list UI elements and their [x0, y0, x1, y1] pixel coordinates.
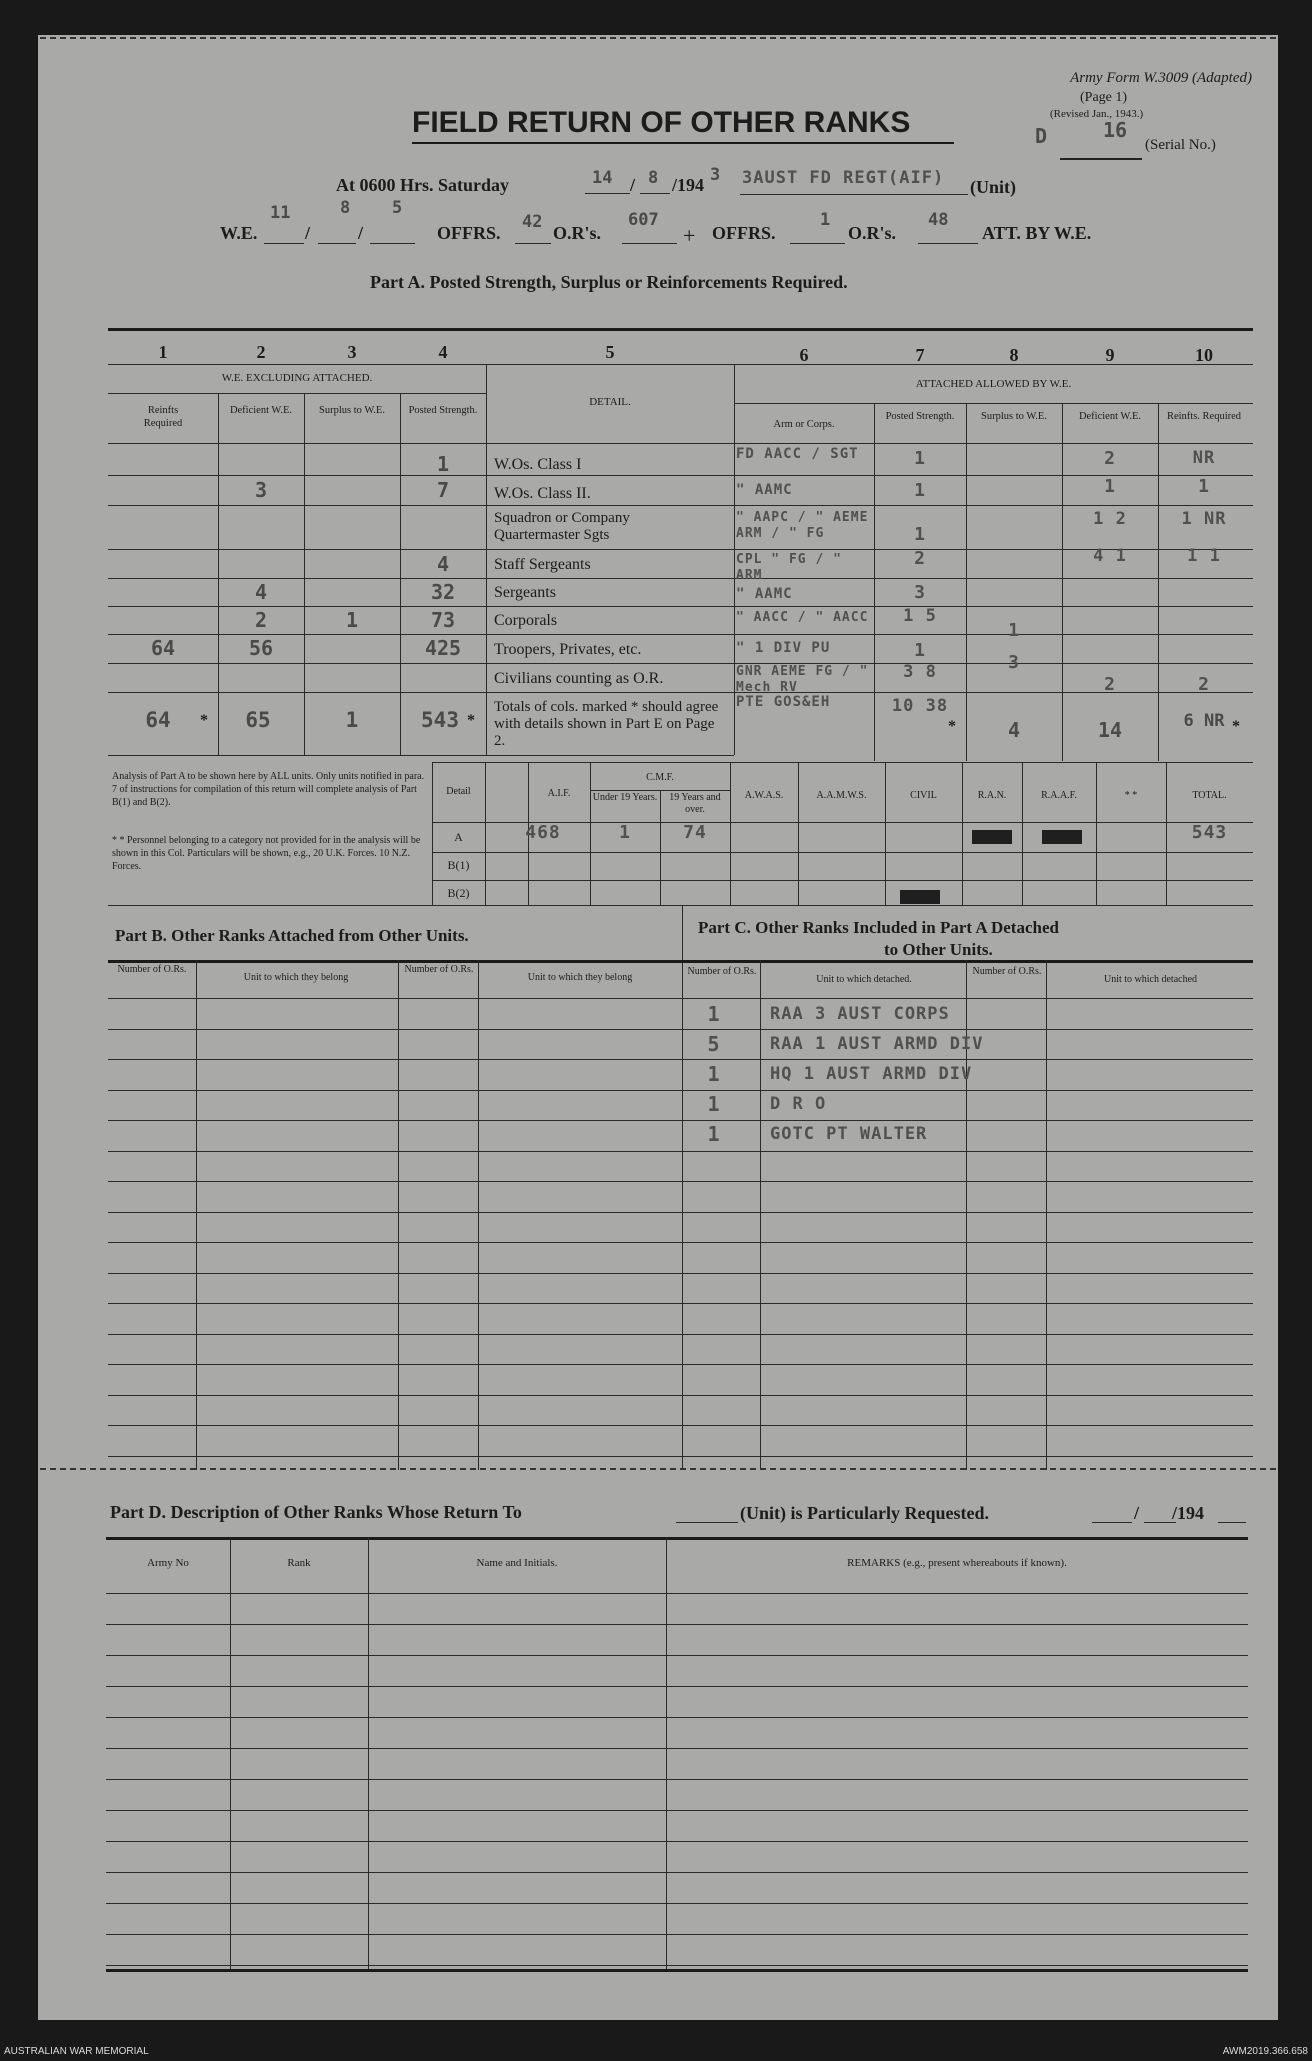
att-deficient-3: 1 2: [1093, 509, 1127, 529]
part-a-header-rule: [108, 443, 1253, 444]
plus-sign: +: [683, 223, 696, 248]
col-num-1: 1: [158, 342, 168, 362]
att-reinfts-8: 2: [1198, 674, 1210, 695]
att-reinfts-2: 1: [1198, 476, 1210, 497]
we-value-1: 11: [270, 203, 291, 223]
analysis-row-b1: B(1): [447, 858, 470, 872]
we-excluding-header: W.E. EXCLUDING ATTACHED.: [221, 372, 373, 384]
att-arm-2: " AAMC: [736, 482, 793, 498]
date-slash: /: [630, 175, 636, 195]
part-c-n-2: 5: [707, 1032, 721, 1056]
serial-number: 16: [1103, 118, 1128, 142]
ruled-line: [108, 1364, 1253, 1365]
hdr-reinfts-required: Reinfts Required: [143, 405, 183, 429]
vline: [486, 364, 487, 755]
part-c-hdr-number-2: Number of O.Rs.: [972, 966, 1042, 977]
ruled-line: [108, 1120, 1253, 1121]
vline: [660, 790, 661, 905]
att-posted-4: 2: [914, 548, 926, 569]
ssgt-posted: 4: [436, 552, 450, 576]
serial-line: [1060, 158, 1142, 160]
ruled-line: [106, 1934, 1248, 1935]
star-marker: *: [1232, 718, 1240, 735]
col-num-9: 9: [1105, 345, 1115, 365]
analysis-detail-hdr: Detail: [446, 786, 471, 797]
att-reinfts-1: NR: [1192, 448, 1216, 468]
we-value-2: 8: [340, 198, 351, 218]
pte-reinfts: 64: [150, 636, 176, 660]
redaction-mark: [900, 890, 940, 904]
vline: [218, 393, 219, 755]
row-rule: [108, 578, 1253, 579]
ors2-label: O.R's.: [848, 223, 897, 243]
row-rule: [108, 663, 1253, 664]
col-num-2: 2: [256, 342, 266, 362]
att-reinfts-4: 1 1: [1187, 546, 1221, 566]
vline: [1022, 762, 1023, 905]
analysis-row-rule: [432, 880, 1253, 881]
part-d-title: Part D. Description of Other Ranks Whose Return To: [110, 1502, 522, 1522]
we-excl-rule: [108, 393, 486, 394]
part-c-hdr-unit: Unit to which detached.: [816, 974, 912, 985]
analysis-under19-hdr: Under 19 Years.: [592, 792, 658, 803]
row-detail-wo1: W.Os. Class I: [494, 456, 582, 473]
part-a-title: Part A. Posted Strength, Surplus or Reinforcements Required.: [370, 272, 848, 292]
ruled-line: [108, 1242, 1253, 1243]
revised-label: (Revised Jan., 1943.): [1050, 108, 1144, 120]
hdr-posted-strength: Posted Strength.: [408, 405, 478, 416]
analysis-cmf-hdr: C.M.F.: [646, 772, 674, 783]
part-c-title-2: to Other Units.: [884, 940, 993, 959]
army-form-label: Army Form W.3009 (Adapted): [1070, 70, 1252, 86]
row-rule: [108, 634, 1253, 635]
date-year: /194: [672, 175, 705, 195]
att-arm-6: " AACC / " AACC: [736, 610, 869, 625]
date-month: 8: [648, 168, 659, 188]
hdr-surplus-we-att: Surplus to W.E.: [981, 411, 1047, 422]
ruled-line: [108, 1303, 1253, 1304]
analysis-row-a: A: [454, 830, 463, 844]
col-num-10: 10: [1195, 345, 1213, 365]
ruled-line: [106, 1748, 1248, 1749]
ruled-line: [108, 1425, 1253, 1426]
row-rule: [108, 755, 734, 756]
ruled-line: [106, 1717, 1248, 1718]
part-d-top-rule: [106, 1537, 1248, 1540]
att-surplus-6: 1: [1008, 620, 1020, 641]
vline: [885, 762, 886, 905]
col-num-5: 5: [605, 342, 615, 362]
ruled-line: [106, 1810, 1248, 1811]
offrs-line: [515, 243, 551, 244]
part-d-bottom-rule: [106, 1969, 1248, 1972]
vline: [730, 762, 731, 905]
att-reinfts-total: 6 NR: [1183, 711, 1225, 731]
analysis-note-2: * * Personnel belonging to a category not provided for in the analysis will be shown in this Col. Particulars will be shown, e.g., 20 U.K. Forces. 10 N.Z. Forces.: [112, 835, 421, 872]
col-num-6: 6: [799, 345, 809, 365]
redaction-mark: [1042, 830, 1082, 844]
part-c-n-4: 1: [707, 1092, 721, 1116]
ors2-value: 48: [928, 210, 949, 230]
analysis-a-over19: 74: [683, 822, 707, 843]
we-slash-2: /: [358, 223, 364, 243]
att-posted-6: 1 5: [903, 606, 937, 626]
pte-posted: 425: [424, 636, 462, 660]
att-arm-1: FD AACC / SGT: [736, 446, 859, 462]
att-posted-3: 1: [914, 524, 926, 545]
hdr-posted-strength-att: Posted Strength.: [885, 411, 955, 422]
ruled-line: [106, 1593, 1248, 1594]
part-d-title-b: (Unit) is Particularly Requested.: [740, 1503, 989, 1523]
redaction-mark: [972, 830, 1012, 844]
ruled-line: [108, 1090, 1253, 1091]
att-arm-7: " 1 DIV PU: [736, 640, 831, 656]
wo1-posted: 1: [436, 452, 450, 476]
col-num-4: 4: [438, 342, 448, 362]
hdr-deficient-we: Deficient W.E.: [229, 405, 293, 416]
row-detail-ssgt: Staff Sergeants: [494, 556, 591, 573]
we-line-2: [318, 243, 356, 244]
row-detail-wo2: W.Os. Class II.: [494, 485, 591, 502]
part-d-hdr-army-no: Army No: [147, 1557, 189, 1569]
att-posted-2: 1: [914, 480, 926, 501]
vline: [230, 1537, 231, 1969]
part-d-slash: /: [1134, 1503, 1140, 1523]
att-label: ATT. BY W.E.: [982, 223, 1092, 243]
part-c-unit-4: D R O: [770, 1094, 827, 1114]
vline: [485, 762, 486, 905]
ruled-line: [106, 1779, 1248, 1780]
part-d-hdr-name: Name and Initials.: [476, 1557, 558, 1569]
ruled-line: [106, 1903, 1248, 1904]
ruled-line: [108, 1334, 1253, 1335]
part-c-hdr-unit-2: Unit to which detached: [1103, 974, 1198, 985]
vline: [682, 905, 683, 1470]
attached-rule: [734, 403, 1253, 404]
part-c-n-1: 1: [707, 1002, 721, 1026]
part-d-hdr-remarks: REMARKS (e.g., present whereabouts if known).: [847, 1557, 1067, 1569]
perforation-top: [40, 37, 1276, 39]
hdr-deficient-we-att: Deficient W.E.: [1078, 411, 1142, 422]
vline: [962, 762, 963, 905]
ors-line: [622, 243, 677, 244]
date-day-line: [585, 193, 630, 194]
attached-allowed-header: ATTACHED ALLOWED BY W.E.: [915, 378, 1072, 390]
analysis-left-bottom: [108, 905, 1253, 906]
analysis-awas-hdr: A.W.A.S.: [744, 790, 784, 801]
page-label: (Page 1): [1080, 90, 1128, 105]
col-num-rule: [108, 364, 1253, 365]
vline: [1096, 762, 1097, 905]
att-arm-8: GNR AEME FG / " Mech RV: [736, 664, 869, 695]
row-detail-cqms: Squadron or Company Quartermaster Sgts: [494, 510, 630, 543]
hdr-arm-corps: Arm or Corps.: [773, 419, 835, 430]
att-arm-9: PTE GOS&EH: [736, 694, 831, 710]
vline: [368, 1537, 369, 1969]
part-d-date-line: [1092, 1522, 1132, 1523]
att-arm-3: " AAPC / " AEME ARM / " FG: [736, 510, 869, 541]
part-d-year-line: [1218, 1522, 1246, 1523]
total-deficient: 65: [245, 708, 271, 732]
row-detail-civ: Civilians counting as O.R.: [494, 670, 664, 687]
we-line-1: [264, 243, 304, 244]
ors-value: 607: [628, 210, 659, 230]
row-detail-pte: Troopers, Privates, etc.: [494, 641, 642, 658]
ruled-line: [108, 1212, 1253, 1213]
detail-header: DETAIL.: [589, 396, 631, 408]
unit-line: [740, 194, 968, 195]
pte-deficient: 56: [248, 636, 274, 660]
date-month-line: [640, 193, 670, 194]
part-d-unit-line: [676, 1522, 738, 1523]
form-sheet: [38, 35, 1278, 2020]
analysis-ran-hdr: R.A.N.: [977, 790, 1007, 801]
vline: [734, 364, 735, 755]
star-marker: *: [948, 718, 956, 735]
att-posted-7: 1: [914, 640, 926, 661]
att-deficient-8: 2: [1104, 674, 1116, 695]
date-day: 14: [592, 168, 613, 188]
cpl-posted: 73: [430, 608, 456, 632]
ruled-line: [108, 1181, 1253, 1182]
part-b-title: Part B. Other Ranks Attached from Other Units.: [115, 926, 469, 945]
ruled-line: [106, 1872, 1248, 1873]
ruled-line: [106, 1965, 1248, 1966]
col-num-3: 3: [347, 342, 357, 362]
total-posted: 543: [421, 708, 459, 732]
we-value-3: 5: [392, 198, 403, 218]
ruled-line: [106, 1624, 1248, 1625]
analysis-raaf-hdr: R.A.A.F.: [1041, 790, 1077, 801]
cpl-deficient: 2: [254, 608, 268, 632]
part-c-unit-2: RAA 1 AUST ARMD DIV: [770, 1034, 984, 1054]
total-reinfts: 64: [145, 708, 171, 732]
date-year-suffix: 3: [710, 165, 721, 185]
analysis-aamws-hdr: A.A.M.W.S.: [816, 790, 867, 801]
col-num-7: 7: [915, 345, 925, 365]
part-c-unit-3: HQ 1 AUST ARMD DIV: [770, 1064, 973, 1084]
part-d-hdr-rank: Rank: [287, 1557, 311, 1569]
ruled-line: [106, 1655, 1248, 1656]
part-d-year: /194: [1172, 1503, 1205, 1523]
vline: [1046, 960, 1047, 1470]
ruled-line: [108, 1395, 1253, 1396]
col-num-8: 8: [1009, 345, 1019, 365]
unit-label: (Unit): [970, 177, 1016, 197]
att-reinfts-3: 1 NR: [1181, 509, 1227, 529]
wo2-deficient: 3: [254, 478, 268, 502]
sgt-deficient: 4: [254, 580, 268, 604]
row-detail-sgt: Sergeants: [494, 584, 556, 601]
analysis-note-1: Analysis of Part A to be shown here by ALL units. Only units notified in para. 7 of instructions for compilation of this return will complete analysis of Part B(1) and B(2).: [112, 771, 425, 808]
vline: [760, 960, 761, 1470]
analysis-a-aif: 468: [525, 822, 561, 843]
row-rule: [108, 505, 1253, 506]
part-a-top-rule: [108, 328, 1253, 331]
analysis-aif-hdr: A.I.F.: [547, 788, 571, 799]
sgt-posted: 32: [430, 580, 456, 604]
att-arm-4: CPL " FG / " ARM: [736, 552, 842, 583]
part-b-hdr-unit-2: Unit to which they belong: [527, 972, 633, 983]
part-b-hdr-unit: Unit to which they belong: [243, 972, 349, 983]
at-label: At 0600 Hrs. Saturday: [336, 175, 510, 195]
att-deficient-2: 1: [1104, 476, 1116, 497]
part-c-hdr-number: Number of O.Rs.: [687, 966, 757, 977]
part-c-unit-1: RAA 3 AUST CORPS: [770, 1004, 950, 1024]
analysis-stars-hdr: * *: [1124, 790, 1138, 801]
ruled-line: [108, 1029, 1253, 1030]
part-b-hdr-number: Number of O.Rs.: [117, 964, 187, 975]
analysis-row-b2: B(2): [447, 886, 470, 900]
analysis-row-rule: [432, 852, 1253, 853]
we-line-3: [370, 243, 415, 244]
ruled-line: [108, 1273, 1253, 1274]
att-surplus-8: 3: [1008, 652, 1020, 673]
att-deficient-1: 2: [1104, 448, 1116, 469]
total-surplus: 1: [345, 708, 359, 732]
row-detail-totals: Totals of cols. marked * should agree with details shown in Part E on Page 2.: [494, 699, 719, 749]
offrs2-value: 1: [820, 210, 831, 230]
vline: [398, 960, 399, 1470]
unit-value: 3AUST FD REGT(AIF): [742, 168, 945, 188]
att-surplus-total: 4: [1007, 718, 1021, 742]
analysis-total-hdr: TOTAL.: [1192, 790, 1227, 801]
cmf-rule: [590, 790, 730, 791]
ruled-line: [108, 1151, 1253, 1152]
att-deficient-total: 14: [1097, 718, 1123, 742]
serial-prefix: D: [1035, 124, 1048, 148]
offrs-label: OFFRS.: [437, 223, 501, 243]
att-posted-8: 3 8: [903, 662, 937, 682]
analysis-a-under19: 1: [619, 822, 631, 843]
ors2-line: [918, 243, 978, 244]
offrs2-label: OFFRS.: [712, 223, 776, 243]
perforation-middle: [40, 1468, 1276, 1470]
cpl-surplus: 1: [345, 608, 359, 632]
part-c-title: Part C. Other Ranks Included in Part A Detached: [698, 918, 1059, 937]
part-c-n-3: 1: [707, 1062, 721, 1086]
offrs2-line: [790, 243, 845, 244]
att-arm-5: " AAMC: [736, 586, 793, 602]
vline: [304, 393, 305, 755]
title-underline: [412, 142, 954, 144]
analysis-top-rule: [432, 762, 1253, 763]
att-posted-5: 3: [914, 582, 926, 603]
ruled-line: [106, 1686, 1248, 1687]
ruled-line: [108, 1059, 1253, 1060]
part-c-n-5: 1: [707, 1122, 721, 1146]
ruled-line: [108, 998, 1253, 999]
hdr-reinfts-required-att: Reinfts. Required: [1166, 411, 1242, 422]
analysis-over19-hdr: 19 Years and over.: [669, 792, 721, 815]
analysis-civil-hdr: CIVIL: [910, 790, 937, 801]
vline: [798, 762, 799, 905]
footer-left: AUSTRALIAN WAR MEMORIAL: [4, 2046, 149, 2057]
row-detail-cpl: Corporals: [494, 612, 558, 629]
part-b-hdr-number-2: Number of O.Rs.: [404, 964, 474, 975]
star-marker: *: [467, 712, 475, 729]
att-posted-1: 1: [914, 448, 926, 469]
part-c-unit-5: GOTC PT WALTER: [770, 1124, 928, 1144]
wo2-posted: 7: [436, 478, 450, 502]
ors-label: O.R's.: [553, 223, 602, 243]
vline: [966, 403, 967, 761]
att-posted-9: 10 38: [891, 696, 949, 716]
hdr-surplus-we: Surplus to W.E.: [319, 405, 385, 416]
vline: [196, 960, 197, 1470]
vline: [666, 1537, 667, 1969]
footer-right: AWM2019.366.658: [1222, 2046, 1308, 2057]
we-label: W.E.: [220, 223, 258, 243]
ruled-line: [106, 1841, 1248, 1842]
form-title: FIELD RETURN OF OTHER RANKS: [412, 106, 911, 139]
part-bc-top-rule: [108, 960, 1253, 963]
serial-label: (Serial No.): [1145, 137, 1216, 153]
att-deficient-4: 4 1: [1093, 546, 1127, 566]
ruled-line: [108, 1456, 1253, 1457]
analysis-a-total: 543: [1191, 822, 1228, 843]
we-slash-1: /: [305, 223, 311, 243]
offrs-value: 42: [522, 212, 543, 232]
star-marker: *: [200, 712, 208, 729]
row-rule: [108, 606, 1253, 607]
vline: [478, 960, 479, 1470]
